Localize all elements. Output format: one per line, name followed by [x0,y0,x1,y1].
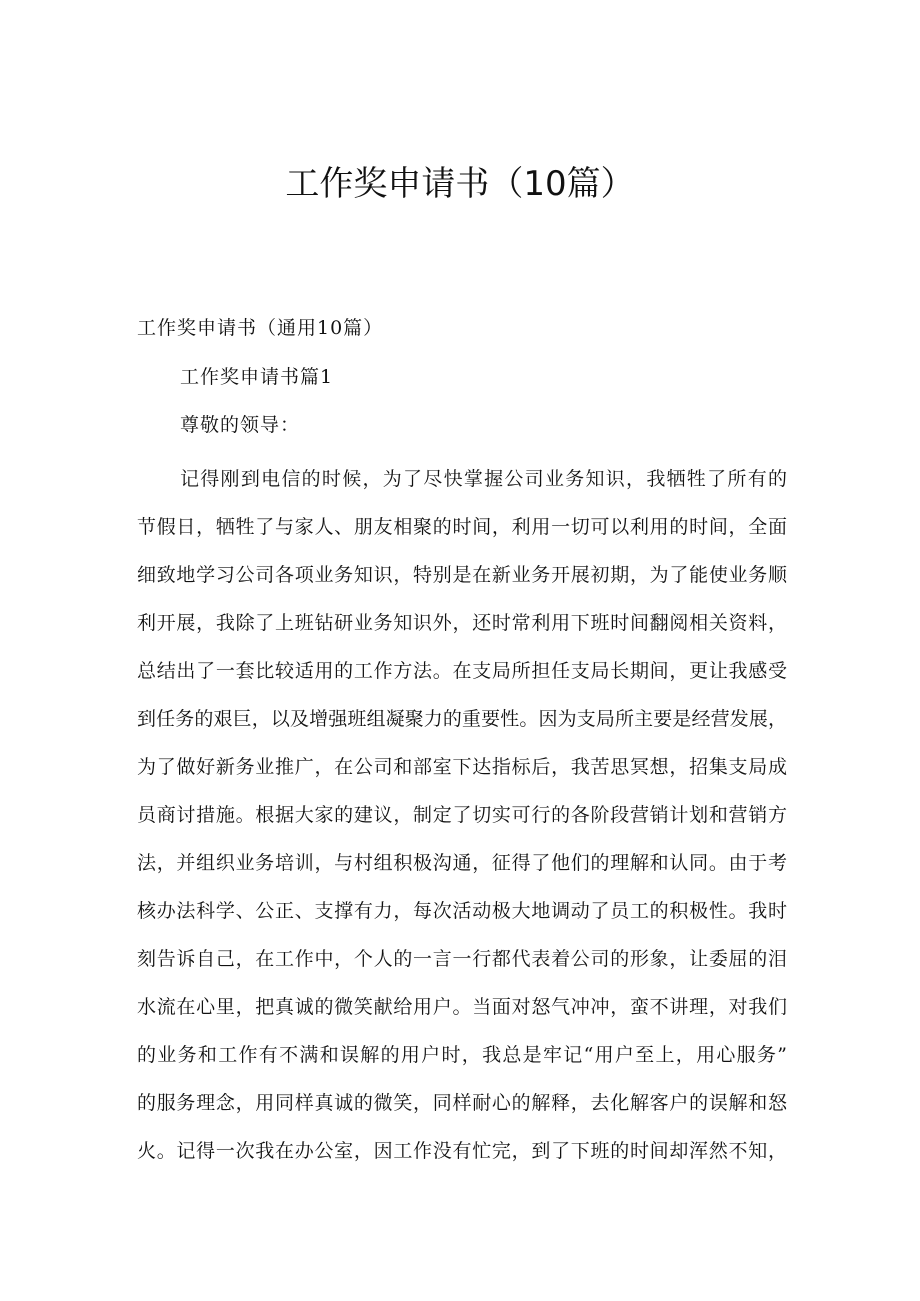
body-line: 到任务的艰巨，以及增强班组凝聚力的重要性。因为支局所主要是经营发展， [137,708,787,730]
body-line: 细致地学习公司各项业务知识，特别是在新业务开展初期，为了能使业务顺 [137,564,787,586]
body-line: 总结出了一套比较适用的工作方法。在支局所担任支局长期间，更让我感受 [137,660,787,682]
body-line: 利开展，我除了上班钻研业务知识外，还时常利用下班时间翻阅相关资料， [137,612,787,634]
body-line: 员商讨措施。根据大家的建议，制定了切实可行的各阶段营销计划和营销方 [137,804,787,826]
body-paragraph [137,455,787,1175]
body-line: 水流在心里，把真诚的微笑献给用户。当面对怒气冲冲，蛮不讲理，对我们 [137,996,787,1018]
body-line: 记得刚到电信的时候，为了尽快掌握公司业务知识，我牺牲了所有的 [180,468,787,490]
body-line: 节假日，牺牲了与家人、朋友相聚的时间，利用一切可以利用的时间，全面 [137,516,787,538]
document-title: 工作奖申请书（10篇） [285,164,635,204]
body-line: 法，并组织业务培训，与村组积极沟通，征得了他们的理解和认同。由于考 [137,852,787,874]
body-line: 的业务和工作有不满和误解的用户时，我总是牢记“用户至上，用心服务” [137,1044,787,1066]
body-line: 的服务理念，用同样真诚的微笑，同样耐心的解释，去化解客户的误解和怒 [137,1092,787,1114]
body-line: 为了做好新务业推广，在公司和部室下达指标后，我苦思冥想，招集支局成 [137,756,787,778]
body-line: 火。记得一次我在办公室，因工作没有忙完，到了下班的时间却浑然不知， [137,1140,787,1162]
section-heading: 工作奖申请书篇1 [180,366,334,388]
body-line: 核办法科学、公正、支撑有力，每次活动极大地调动了员工的积极性。我时 [137,900,787,922]
salutation: 尊敬的领导： [180,414,301,436]
body-line: 刻告诉自己，在工作中，个人的一言一行都代表着公司的形象，让委屈的泪 [137,948,787,970]
document-subtitle: 工作奖申请书（通用10篇） [137,317,384,339]
